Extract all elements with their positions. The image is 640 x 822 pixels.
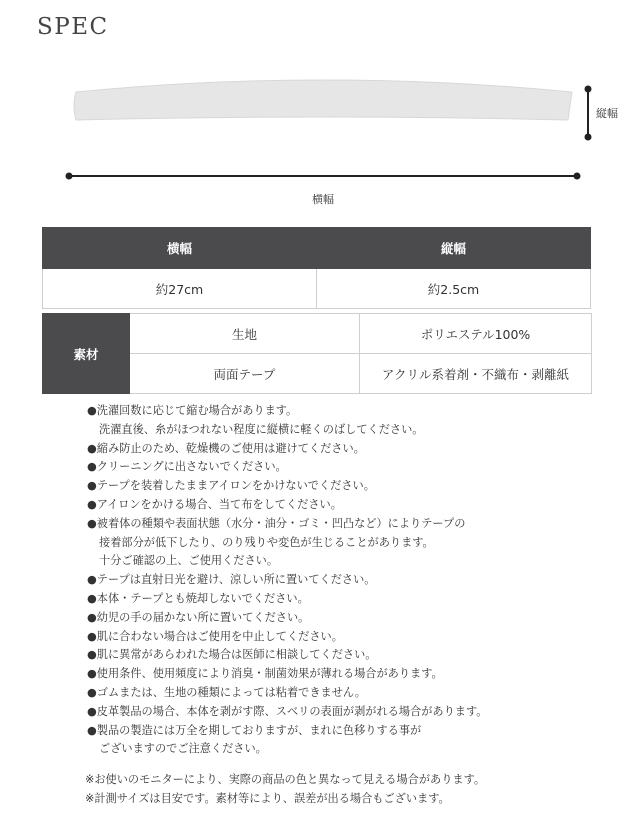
note-text: ●被着体の種類や表面状態（水分・油分・ゴミ・凹凸など）によりテープの [87,516,466,530]
material-part: 生地 [130,314,360,354]
note-continuation: 十分ご確認の上、ご使用ください。 [99,554,279,568]
material-value: アクリル系着剤・不織布・剥離紙 [360,354,592,394]
note-item [87,440,487,459]
note-continuation: 洗濯直後、糸がほつれない程度に縦横に軽くのばしてください。 [99,422,424,436]
note-item [87,628,487,647]
footnote: ※計測サイズは目安です。素材等により、誤差が出る場合もございます。 [85,792,450,805]
note-item [87,665,487,684]
note-item [87,703,487,722]
care-notes-list [87,402,487,759]
note-text: ●洗濯回数に応じて縮む場合があります。 [87,404,298,417]
note-text: ●使用条件、使用頻度により消臭・制菌効果が薄れる場合があります。 [87,667,443,681]
product-shape [74,80,572,120]
dimensions-value-height: 約2.5cm [317,269,591,309]
dimensions-header-height: 縦幅 [317,228,591,269]
footnote: ※お使いのモニターにより、実際の商品の色と異なって見える場合があります。 [85,773,486,786]
note-text: ●肌に合わない場合はご使用を中止してください。 [87,629,343,643]
material-table [42,313,592,394]
note-text: ●肌に異常があらわれた場合は医師に相談してください。 [87,648,377,662]
note-text: ●本体・テープとも焼却しないでください。 [87,591,309,605]
note-continuation: 接着部分が低下したり、のり残りや変色が生じることがあります。 [99,535,434,549]
note-text: ●アイロンをかける場合、当て布をしてください。 [87,497,342,511]
dimensions-header-width: 横幅 [43,228,317,269]
material-value: ポリエステル100% [360,314,592,354]
note-item [87,646,487,665]
material-row [43,314,592,354]
size-diagram [0,0,640,220]
note-item [87,722,487,760]
note-text: ●製品の製造には万全を期しておりますが、まれに色移りする事が [87,723,422,737]
note-item [87,402,487,440]
width-label: 横幅 [312,193,334,206]
width-measure-left-dot [66,173,73,180]
footnotes [85,770,485,808]
note-item [87,590,487,609]
material-part: 両面テープ [130,354,360,394]
width-measure-right-dot [574,173,581,180]
note-text: ●ゴムまたは、生地の種類によっては粘着できません。 [87,685,366,699]
page-title: SPEC [37,14,109,40]
dimensions-header-row [43,228,591,269]
note-text: ●テープを装着したままアイロンをかけないでください。 [87,479,375,493]
dimensions-value-row [43,269,591,309]
note-item [87,477,487,496]
note-continuation: ございますのでご注意ください。 [99,742,267,756]
note-item [87,684,487,703]
height-measure-bottom-dot [585,134,592,141]
note-text: ●縮み防止のため、乾燥機のご使用は避けてください。 [87,441,365,455]
note-item [87,496,487,515]
height-label: 縦幅 [596,107,618,120]
dimensions-value-width: 約27cm [43,269,317,309]
dimensions-table [42,227,591,309]
note-text: ●クリーニングに出さないでください。 [87,460,287,474]
note-item [87,571,487,590]
material-header: 素材 [43,314,130,394]
note-text: ●テープは直射日光を避け、涼しい所に置いてください。 [87,573,376,587]
note-text: ●皮革製品の場合、本体を剥がす際、スベリの表面が剥がれる場合があります。 [87,704,488,718]
note-item [87,609,487,628]
note-text: ●幼児の手の届かない所に置いてください。 [87,610,310,624]
note-item [87,515,487,571]
height-measure-top-dot [585,86,592,93]
note-item [87,458,487,477]
